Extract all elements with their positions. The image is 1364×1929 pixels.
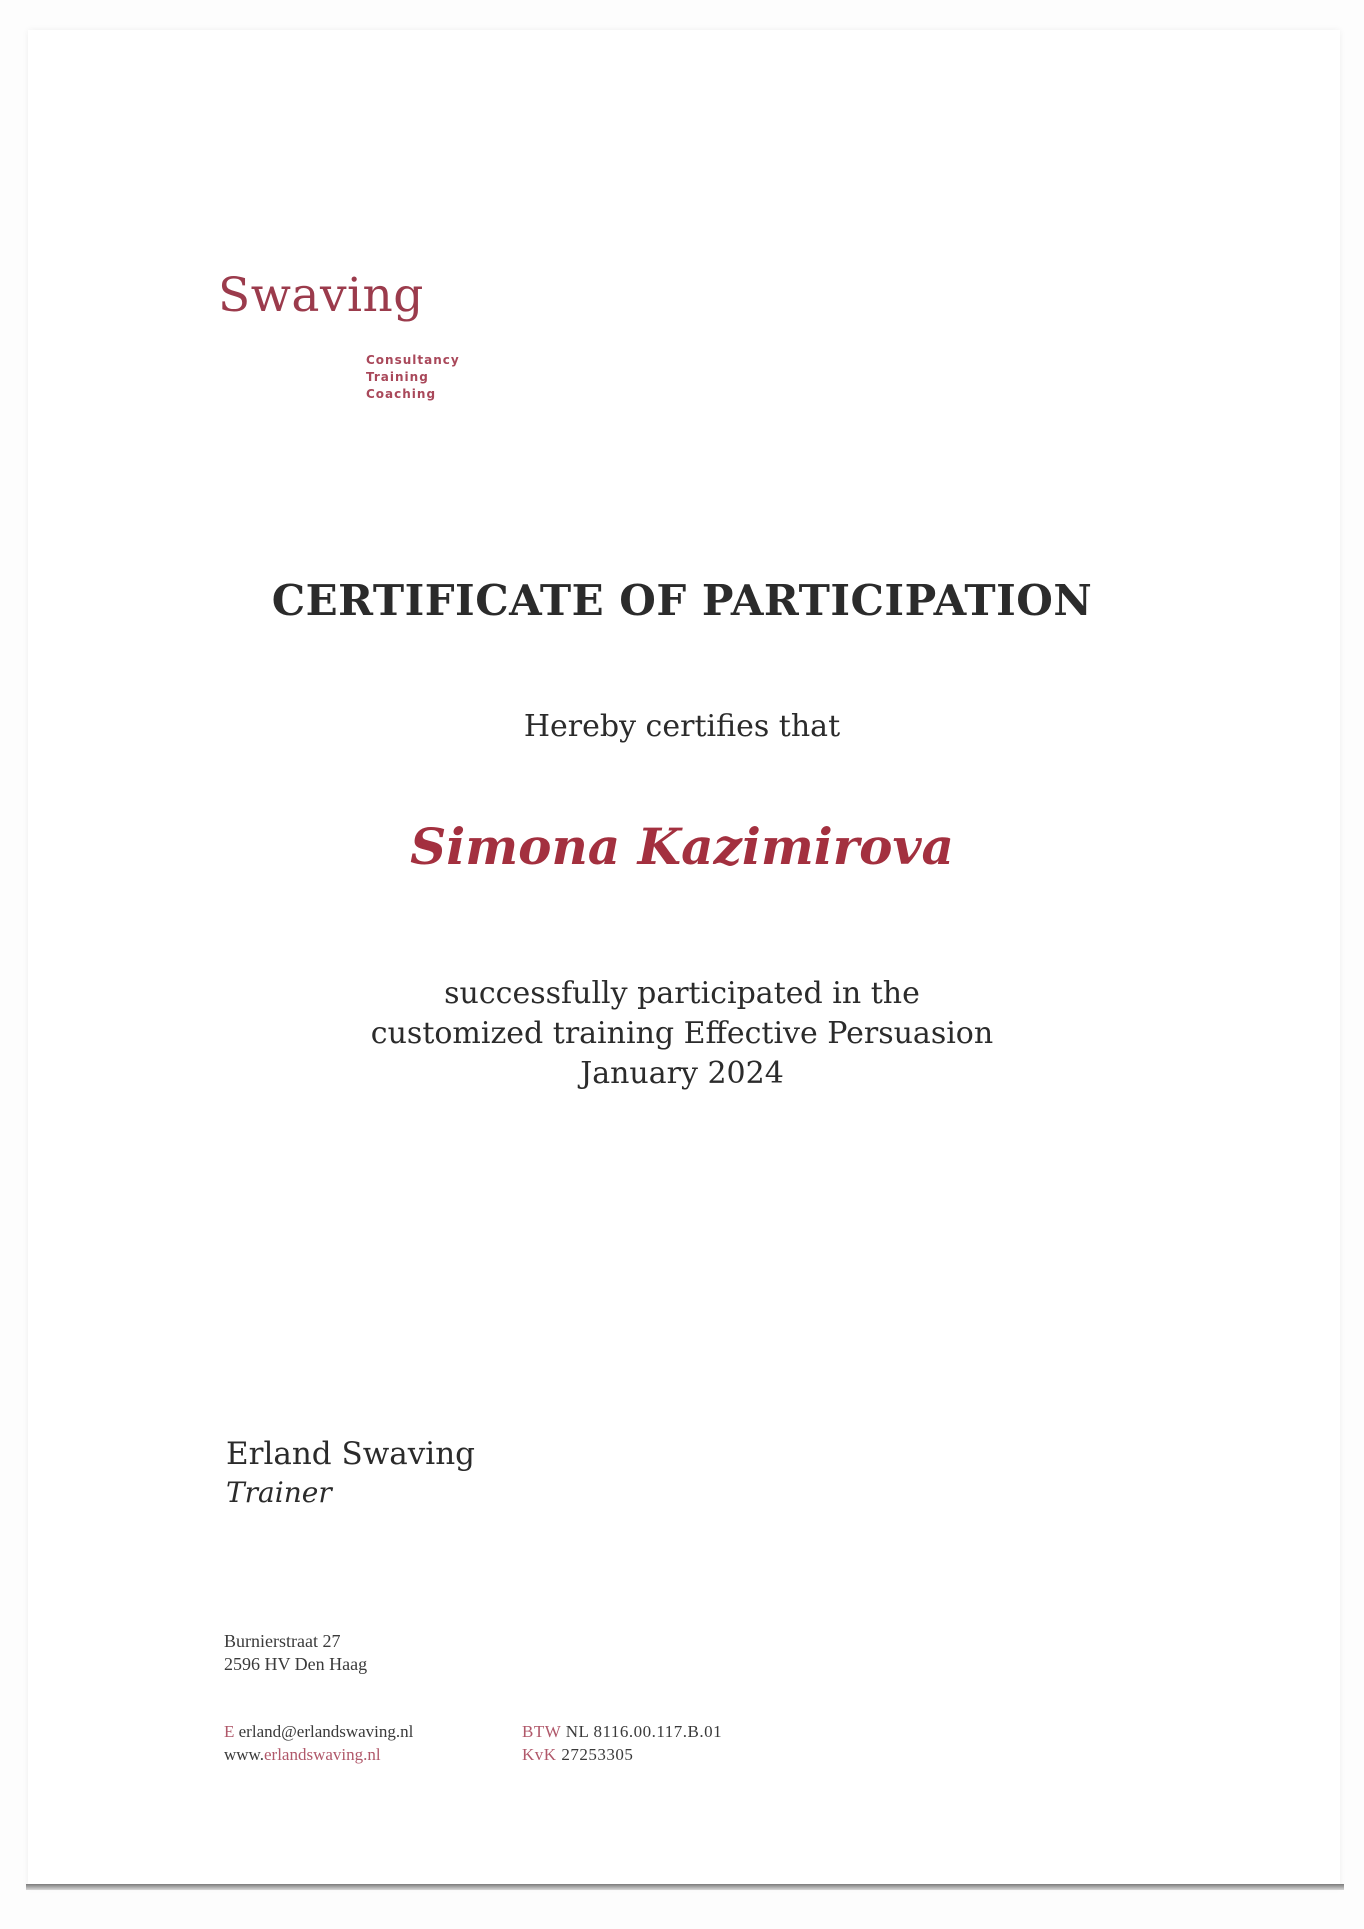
signatory-role: Trainer — [226, 1476, 332, 1509]
address-street: Burnierstraat 27 — [224, 1631, 341, 1651]
recipient-name: Simona Kazimirova — [410, 817, 954, 876]
web-domain: erlandswaving.nl — [263, 1745, 381, 1764]
logo-tagline-coaching: Coaching — [366, 387, 437, 401]
details-line-1: successfully participated in the — [444, 976, 920, 1011]
certifies-intro: Hereby certifies that — [523, 709, 841, 744]
kvk-line — [522, 1743, 722, 1766]
btw-label: BTW — [522, 1722, 561, 1741]
details-line-2: customized training Effective Persuasion — [370, 1016, 994, 1051]
certificate-title: CERTIFICATE OF PARTICIPATION — [271, 576, 1093, 625]
logo-tagline-training: Training — [366, 370, 429, 384]
contact-web-line[interactable] — [224, 1743, 413, 1766]
logo-tagline — [366, 352, 460, 403]
address-city: 2596 HV Den Haag — [224, 1654, 368, 1674]
certificate-details — [0, 974, 1364, 1094]
kvk-label: KvK — [522, 1745, 557, 1764]
paper-bottom-edge — [26, 1884, 1344, 1890]
footer-address — [224, 1630, 367, 1676]
details-date: January 2024 — [580, 1056, 784, 1091]
footer-contact — [224, 1720, 413, 1766]
signatory-name: Erland Swaving — [226, 1436, 475, 1472]
contact-email-line — [224, 1720, 413, 1743]
email-prefix: E — [224, 1722, 235, 1741]
logo-wordmark: Swaving — [218, 268, 424, 323]
footer-registry — [522, 1720, 722, 1766]
web-prefix: www. — [224, 1745, 264, 1764]
kvk-value: 27253305 — [561, 1745, 634, 1764]
btw-line — [522, 1720, 722, 1743]
logo-tagline-consultancy: Consultancy — [366, 353, 460, 367]
btw-value: NL 8116.00.117.B.01 — [565, 1722, 723, 1741]
email-link[interactable]: erland@erlandswaving.nl — [238, 1722, 414, 1741]
